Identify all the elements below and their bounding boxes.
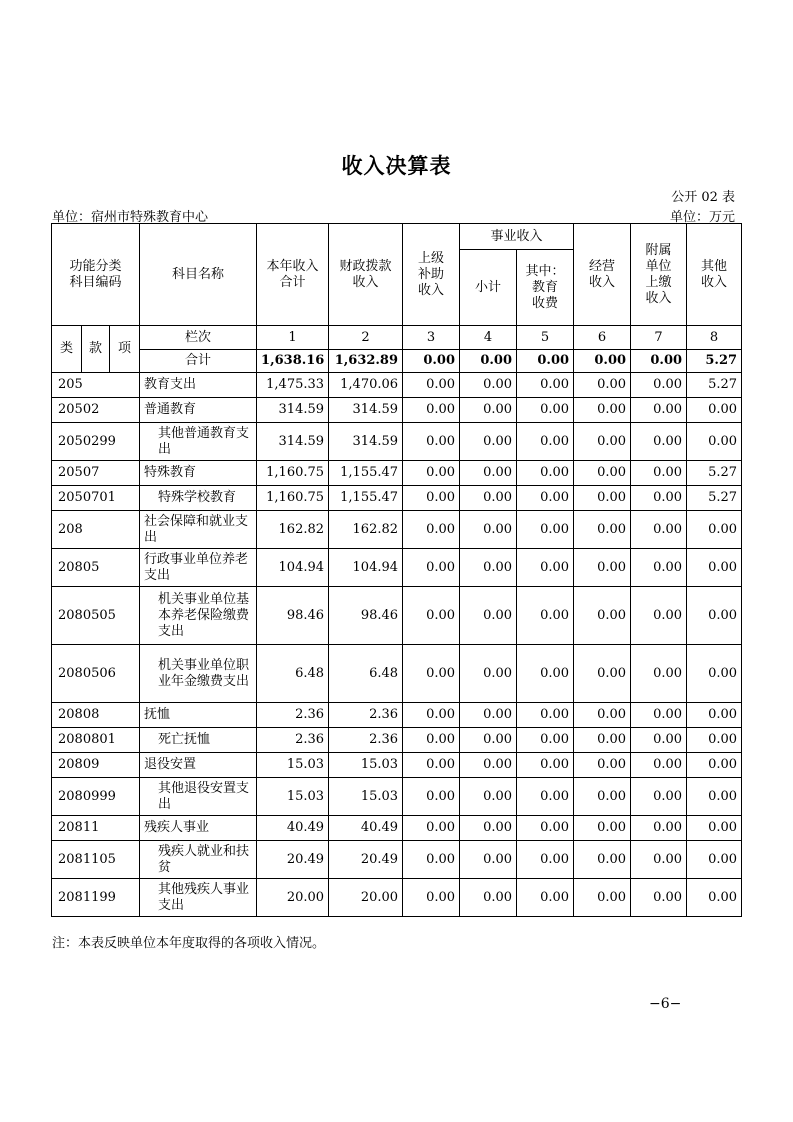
row-value: 0.00	[460, 486, 517, 511]
row-value: 0.00	[403, 879, 460, 917]
header-business: 事业收入	[460, 224, 574, 250]
row-value: 0.00	[460, 549, 517, 587]
row-value: 0.00	[631, 816, 687, 841]
row-value: 0.00	[517, 753, 574, 778]
table-row	[52, 549, 742, 587]
row-value: 0.00	[574, 841, 631, 879]
header-total: 本年收入 合计	[257, 224, 329, 326]
row-value: 0.00	[631, 645, 687, 703]
row-value: 0.00	[460, 645, 517, 703]
row-value: 0.00	[687, 703, 742, 728]
row-value: 0.00	[517, 879, 574, 917]
row-value: 0.00	[687, 841, 742, 879]
row-value: 104.94	[329, 549, 403, 587]
row-code: 2081199	[52, 879, 140, 917]
row-value: 0.00	[517, 549, 574, 587]
row-value: 1,160.75	[257, 486, 329, 511]
table-row	[52, 816, 742, 841]
row-value: 0.00	[687, 778, 742, 816]
row-value: 20.00	[329, 879, 403, 917]
row-value: 15.03	[329, 753, 403, 778]
row-value: 0.00	[687, 549, 742, 587]
row-value: 2.36	[257, 703, 329, 728]
page-title: 收入决算表	[341, 154, 452, 178]
row-value: 314.59	[329, 398, 403, 423]
row-value: 0.00	[517, 645, 574, 703]
row-value: 0.00	[517, 423, 574, 461]
row-code: 205	[52, 373, 140, 398]
row-name: 普通教育	[140, 398, 257, 423]
row-value: 0.00	[631, 841, 687, 879]
row-value: 1,475.33	[257, 373, 329, 398]
row-value: 0.00	[403, 511, 460, 549]
row-value: 0.00	[574, 549, 631, 587]
row-name: 特殊教育	[140, 461, 257, 486]
row-value: 0.00	[460, 841, 517, 879]
row-name: 机关事业单位基本养老保险缴费支出	[140, 587, 257, 645]
row-value: 0.00	[460, 753, 517, 778]
row-value: 0.00	[517, 373, 574, 398]
row-value: 0.00	[574, 753, 631, 778]
row-value: 0.00	[403, 587, 460, 645]
row-value: 0.00	[687, 816, 742, 841]
table-row	[52, 753, 742, 778]
row-value: 0.00	[403, 461, 460, 486]
row-value: 0.00	[517, 816, 574, 841]
row-code: 20805	[52, 549, 140, 587]
total-cell: 0.00	[574, 350, 631, 373]
header-operations: 经营 收入	[574, 224, 631, 326]
column-index: 1	[257, 326, 329, 350]
row-value: 314.59	[329, 423, 403, 461]
row-value: 0.00	[631, 486, 687, 511]
row-name: 残疾人事业	[140, 816, 257, 841]
row-value: 0.00	[631, 703, 687, 728]
row-value: 98.46	[257, 587, 329, 645]
row-value: 2.36	[257, 728, 329, 753]
row-value: 0.00	[574, 398, 631, 423]
header-xiang: 项	[110, 326, 140, 373]
row-value: 5.27	[687, 373, 742, 398]
row-value: 0.00	[631, 398, 687, 423]
row-name: 机关事业单位职业年金缴费支出	[140, 645, 257, 703]
row-name: 退役安置	[140, 753, 257, 778]
row-value: 1,160.75	[257, 461, 329, 486]
table-row	[52, 879, 742, 917]
column-index: 4	[460, 326, 517, 350]
header-affiliated: 附属 单位 上缴 收入	[631, 224, 687, 326]
row-value: 0.00	[631, 879, 687, 917]
row-value: 0.00	[631, 461, 687, 486]
column-index: 6	[574, 326, 631, 350]
row-value: 0.00	[517, 778, 574, 816]
row-value: 0.00	[631, 373, 687, 398]
row-value: 0.00	[460, 816, 517, 841]
income-table	[51, 223, 742, 917]
row-value: 104.94	[257, 549, 329, 587]
row-value: 2.36	[329, 728, 403, 753]
row-value: 40.49	[257, 816, 329, 841]
column-index: 5	[517, 326, 574, 350]
page-number: −6−	[649, 996, 682, 1012]
row-value: 0.00	[574, 703, 631, 728]
row-name: 其他残疾人事业支出	[140, 879, 257, 917]
row-value: 0.00	[403, 778, 460, 816]
column-index: 7	[631, 326, 687, 350]
row-value: 0.00	[631, 549, 687, 587]
row-value: 0.00	[574, 778, 631, 816]
row-value: 0.00	[631, 778, 687, 816]
row-code: 20811	[52, 816, 140, 841]
header-name: 科目名称	[140, 224, 257, 326]
row-code: 208	[52, 511, 140, 549]
row-value: 15.03	[329, 778, 403, 816]
row-value: 314.59	[257, 398, 329, 423]
row-name: 抚恤	[140, 703, 257, 728]
column-index-label: 栏次	[140, 326, 257, 350]
row-value: 0.00	[687, 879, 742, 917]
row-name: 行政事业单位养老支出	[140, 549, 257, 587]
header-other: 其他 收入	[687, 224, 742, 326]
row-value: 0.00	[517, 511, 574, 549]
row-value: 20.00	[257, 879, 329, 917]
column-index: 2	[329, 326, 403, 350]
row-code: 20808	[52, 703, 140, 728]
currency-unit: 单位：万元	[669, 210, 735, 225]
total-cell: 0.00	[517, 350, 574, 373]
row-value: 0.00	[631, 423, 687, 461]
total-cell: 0.00	[631, 350, 687, 373]
row-code: 2080505	[52, 587, 140, 645]
header-code: 功能分类 科目编码	[52, 224, 140, 326]
row-value: 5.27	[687, 461, 742, 486]
row-value: 0.00	[403, 486, 460, 511]
row-value: 0.00	[631, 511, 687, 549]
row-code: 2081105	[52, 841, 140, 879]
table-row	[52, 486, 742, 511]
row-value: 20.49	[257, 841, 329, 879]
row-value: 0.00	[687, 423, 742, 461]
header-fiscal: 财政拨款 收入	[329, 224, 403, 326]
row-value: 0.00	[631, 728, 687, 753]
organization-unit: 单位：宿州市特殊教育中心	[52, 210, 209, 225]
row-code: 2080999	[52, 778, 140, 816]
row-code: 20502	[52, 398, 140, 423]
row-value: 0.00	[574, 728, 631, 753]
row-value: 0.00	[517, 728, 574, 753]
row-value: 162.82	[329, 511, 403, 549]
row-value: 0.00	[631, 753, 687, 778]
header-business-education-fee: 其中： 教育 收费	[517, 250, 574, 326]
table-row	[52, 398, 742, 423]
row-value: 0.00	[460, 778, 517, 816]
row-value: 0.00	[574, 587, 631, 645]
row-value: 0.00	[574, 373, 631, 398]
row-value: 0.00	[687, 587, 742, 645]
row-value: 0.00	[403, 816, 460, 841]
row-value: 0.00	[517, 461, 574, 486]
row-value: 6.48	[329, 645, 403, 703]
row-name: 特殊学校教育	[140, 486, 257, 511]
row-value: 0.00	[460, 423, 517, 461]
row-value: 0.00	[460, 461, 517, 486]
header-lei: 类	[52, 326, 82, 373]
row-value: 0.00	[403, 753, 460, 778]
total-cell: 0.00	[403, 350, 460, 373]
row-value: 0.00	[460, 511, 517, 549]
row-value: 0.00	[517, 703, 574, 728]
row-value: 1,155.47	[329, 461, 403, 486]
row-value: 0.00	[403, 398, 460, 423]
table-row	[52, 423, 742, 461]
table-row	[52, 703, 742, 728]
row-value: 0.00	[687, 728, 742, 753]
row-code: 20809	[52, 753, 140, 778]
row-value: 0.00	[460, 728, 517, 753]
row-value: 0.00	[574, 511, 631, 549]
row-value: 0.00	[574, 423, 631, 461]
table-row	[52, 645, 742, 703]
row-value: 40.49	[329, 816, 403, 841]
row-value: 0.00	[687, 398, 742, 423]
row-code: 2080506	[52, 645, 140, 703]
row-code: 2050299	[52, 423, 140, 461]
table-row	[52, 841, 742, 879]
row-value: 0.00	[460, 373, 517, 398]
row-name: 其他普通教育支出	[140, 423, 257, 461]
row-value: 0.00	[574, 486, 631, 511]
total-cell: 0.00	[460, 350, 517, 373]
row-name: 社会保障和就业支出	[140, 511, 257, 549]
table-row	[52, 373, 742, 398]
row-value: 0.00	[517, 486, 574, 511]
row-value: 0.00	[403, 373, 460, 398]
row-value: 0.00	[687, 645, 742, 703]
row-value: 0.00	[403, 703, 460, 728]
table-row	[52, 511, 742, 549]
row-value: 0.00	[460, 879, 517, 917]
row-code: 2080801	[52, 728, 140, 753]
row-value: 15.03	[257, 778, 329, 816]
row-value: 0.00	[517, 587, 574, 645]
row-value: 0.00	[574, 816, 631, 841]
row-value: 0.00	[631, 587, 687, 645]
row-value: 0.00	[574, 879, 631, 917]
row-value: 0.00	[460, 703, 517, 728]
row-value: 0.00	[517, 398, 574, 423]
column-index: 3	[403, 326, 460, 350]
row-value: 1,155.47	[329, 486, 403, 511]
row-value: 0.00	[460, 587, 517, 645]
row-value: 0.00	[574, 461, 631, 486]
row-value: 0.00	[403, 841, 460, 879]
row-value: 0.00	[687, 511, 742, 549]
row-value: 314.59	[257, 423, 329, 461]
row-value: 20.49	[329, 841, 403, 879]
row-value: 15.03	[257, 753, 329, 778]
total-cell: 5.27	[687, 350, 742, 373]
row-value: 1,470.06	[329, 373, 403, 398]
row-value: 0.00	[517, 841, 574, 879]
total-cell: 1,638.16	[257, 350, 329, 373]
row-code: 20507	[52, 461, 140, 486]
header-subsidy: 上级 补助 收入	[403, 224, 460, 326]
table-row	[52, 587, 742, 645]
total-cell: 1,632.89	[329, 350, 403, 373]
table-row	[52, 461, 742, 486]
row-value: 162.82	[257, 511, 329, 549]
row-value: 0.00	[403, 549, 460, 587]
row-code: 2050701	[52, 486, 140, 511]
table-note: 注：本表反映单位本年度取得的各项收入情况。	[52, 936, 326, 951]
row-value: 0.00	[403, 728, 460, 753]
row-value: 0.00	[687, 753, 742, 778]
row-value: 0.00	[403, 645, 460, 703]
row-value: 0.00	[403, 423, 460, 461]
header-business-subtotal: 小计	[460, 250, 517, 326]
row-value: 0.00	[574, 645, 631, 703]
row-name: 其他退役安置支出	[140, 778, 257, 816]
row-value: 5.27	[687, 486, 742, 511]
row-value: 6.48	[257, 645, 329, 703]
column-index: 8	[687, 326, 742, 350]
table-row	[52, 778, 742, 816]
total-label: 合计	[140, 350, 257, 373]
row-value: 0.00	[460, 398, 517, 423]
row-value: 2.36	[329, 703, 403, 728]
header-kuan: 款	[82, 326, 110, 373]
form-number: 公开 02 表	[671, 190, 735, 205]
table-row	[52, 728, 742, 753]
row-name: 教育支出	[140, 373, 257, 398]
row-name: 残疾人就业和扶贫	[140, 841, 257, 879]
row-value: 98.46	[329, 587, 403, 645]
row-name: 死亡抚恤	[140, 728, 257, 753]
